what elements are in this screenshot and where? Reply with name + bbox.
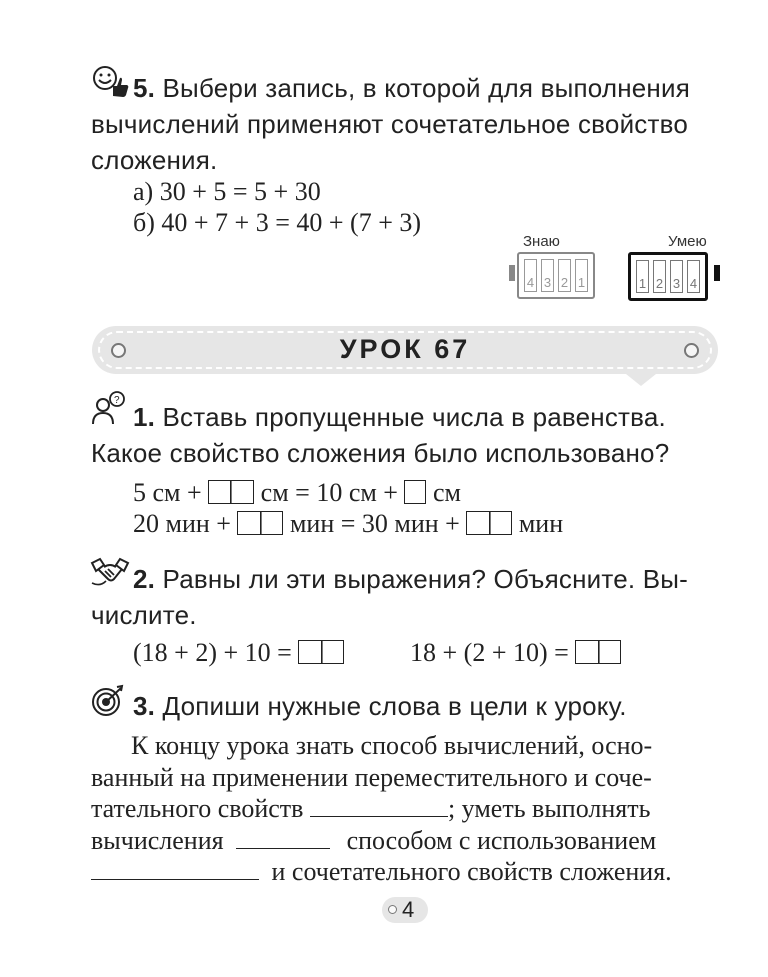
task-1-equation-1: 5 см + см = 10 см + см	[133, 478, 461, 507]
answer-box[interactable]	[237, 511, 283, 535]
task-3-number: 3.	[133, 691, 156, 721]
can-cell[interactable]: 3	[670, 260, 683, 293]
task-1-text: 1. Вставь пропущенные числа в равенства. Какое свойство сложения было использовано?	[91, 402, 670, 468]
answer-box[interactable]	[466, 511, 512, 535]
banner-tail	[626, 374, 656, 386]
know-cell[interactable]: 1	[575, 259, 588, 292]
task-2-text: 2. Равны ли эти выражения? Объясните. Вы- числите.	[91, 564, 688, 630]
fill-in-blank[interactable]	[310, 815, 448, 817]
know-cell[interactable]: 2	[558, 259, 571, 292]
task-2-expression-2: 18 + (2 + 10) =	[410, 637, 621, 668]
know-cell[interactable]: 3	[541, 259, 554, 292]
lesson-title: УРОК 67	[339, 334, 471, 364]
task-2-expression-1: (18 + 2) + 10 =	[133, 637, 344, 668]
can-cell[interactable]: 2	[653, 260, 666, 293]
task-3-text: 3. Допиши нужные слова в цели к уроку.	[133, 691, 627, 721]
can-gauge-cap	[714, 265, 720, 281]
answer-box[interactable]	[208, 480, 254, 504]
answer-box[interactable]	[575, 640, 621, 664]
task-5-option-a: а) 30 + 5 = 5 + 30	[133, 177, 321, 206]
task-5-text: 5. Выбери запись, в которой для выполнения вычислений применяют сочетательное свойство сложения.	[91, 73, 690, 175]
task-5-option-b: б) 40 + 7 + 3 = 40 + (7 + 3)	[133, 208, 422, 237]
answer-box[interactable]	[298, 640, 344, 664]
answer-box[interactable]	[404, 480, 426, 504]
task-2-number: 2.	[133, 564, 156, 594]
know-cell[interactable]: 4	[524, 259, 537, 292]
task-5-number: 5.	[133, 73, 156, 103]
fill-in-blank[interactable]	[91, 878, 259, 880]
lesson-banner	[92, 326, 718, 374]
can-gauge[interactable]	[628, 252, 708, 301]
task-3-paragraph: К концу урока знать способ вычислений, осно- ванный на применении переместительного и соче- тательного свойств ; уметь выполнять вычисления способом с использованием и сочетательного свойств сложения.	[91, 731, 672, 886]
page-number-hole	[388, 905, 397, 914]
fill-in-blank[interactable]	[236, 847, 330, 849]
can-cell[interactable]: 1	[636, 260, 649, 293]
page-number: 4	[402, 897, 415, 922]
task-1-number: 1.	[133, 402, 156, 432]
know-gauge-cap	[509, 265, 515, 281]
can-cell[interactable]: 4	[687, 260, 700, 293]
task-1-equation-2: 20 мин + мин = 30 мин + мин	[133, 509, 564, 538]
know-gauge[interactable]	[517, 252, 595, 299]
know-label: Знаю	[523, 233, 560, 250]
page-number-badge	[382, 897, 428, 923]
can-label: Умею	[668, 233, 707, 250]
svg-text:?: ?	[114, 395, 120, 406]
